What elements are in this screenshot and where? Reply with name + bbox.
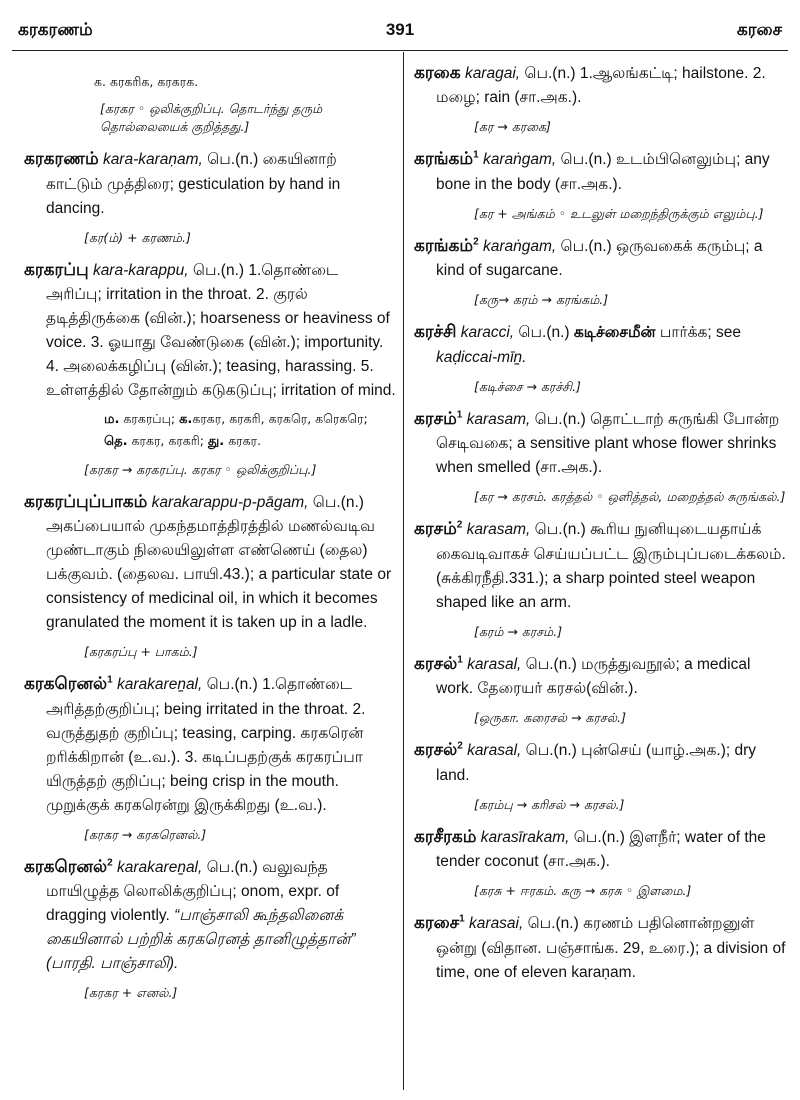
etymology: [கரகர → கரகரெனல்.] (84, 826, 207, 842)
transliteration: karakareṉal, (117, 858, 203, 876)
transliteration: karasal, (467, 742, 522, 760)
headword: கரசல்$^1$ (414, 653, 463, 673)
page-header (12, 18, 788, 48)
etymology: [கரகரப்பு + பாகம்.] (84, 644, 198, 660)
headword: கரகரணம் (24, 149, 99, 169)
transliteration: karasam, (466, 521, 531, 539)
etymology: [கர → கரகை] (474, 119, 551, 135)
definition: பெ.(n.) தொட்டாற் சுருங்கி போன்ற செடிவகை; a sensitive plant whose flower shrinks when smelled (சா.அக.). (436, 410, 780, 477)
transliteration: karasai, (469, 915, 524, 933)
dictionary-entry (414, 60, 790, 136)
dictionary-entry (414, 737, 790, 813)
transliteration: karaṅgam, (482, 237, 557, 255)
definition: பெ.(n.) புன்செய் (யாழ்.அக.); dry land. (436, 742, 757, 784)
language-abbr: து. (208, 433, 225, 449)
column-divider (403, 52, 404, 1090)
etymology: [கர → கரசம். கரத்தல் ◦ ஒளித்தல், மறைத்தல் சுருங்கல்.] (474, 489, 786, 505)
dictionary-entry (24, 257, 396, 479)
etymology: [கரகர ◦ ஒலிக்குறிப்பு. தொடர்ந்து தரும் தொல்லையைக் குறித்தது.] (100, 101, 323, 135)
header-left-guide-word: கரகரணம் (18, 20, 93, 40)
etymology: [கடிச்சை → கரச்சி.] (474, 378, 581, 394)
right-column (414, 60, 790, 989)
etymology: [ஒருகா. கரைசல் → கரசல்.] (474, 710, 627, 726)
header-rule (12, 50, 788, 51)
dictionary-entry (414, 233, 790, 309)
definition: பெ.(n.) 1.தொண்டை அரித்தற்குறிப்பு; being irritated in the throat. 2. வருத்துதற் குறிப்பு; teasing, carping. கரகரென் றரிக்கிறான் (உ.வ.). 3. கடிப்பதற்குக் கரகரப்பா யிருத்தற் குறிப்பு; being crisp in the mouth. முறுக்குக் கரகரென்று இருக்கிறது (உ.வ.). (46, 676, 366, 814)
transliteration: kara-karaṇam, (102, 151, 203, 169)
dictionary-entry (24, 671, 396, 844)
headword: கரசம்$^1$ (414, 408, 463, 428)
page-number: 391 (385, 20, 415, 39)
etymology: [கரசு + ஈரகம். கரு → கரசு ◦ இளமை.] (474, 883, 692, 899)
dictionary-entry: கரச்சி karacci, பெ.(n.) கடிச்சைமீன் பார்க்க; see kaḍiccai-mīṉ. [கடிச்சை → கரச்சி.] (414, 319, 790, 395)
dictionary-entry (414, 910, 790, 984)
cross-reference-transliteration: kaḍiccai-mīṉ. (436, 348, 527, 366)
headword: கரகரப்புப்பாகம் (24, 491, 148, 511)
etymology: [கரு→ கரம் → கரங்கம்.] (474, 292, 609, 308)
transliteration: karasīrakam, (480, 828, 570, 846)
definition: பெ.(n.) வலுவந்த மாயிழுத்த லொலிக்குறிப்பு; onom, expr. of dragging violently. (46, 858, 340, 925)
cognate-line: ம. கரகரப்பு; க.கரகர, கரகரி, கரகரெ, கரெகரெ; தெ. கரகர, கரகரி; து. கரகர. (104, 411, 368, 449)
cross-reference: கடிச்சைமீன் (573, 324, 656, 342)
etymology: [கரகர → கரகரப்பு. கரகர ◦ ஒலிக்குறிப்பு.] (84, 461, 317, 477)
definition: பெ.(n.) இளநீர்; water of the tender coconut (சா.அக.). (436, 828, 766, 871)
transliteration: karacci, (460, 324, 515, 342)
header-right-guide-word: கரசை (736, 20, 782, 40)
definition: பெ.(n.) ஒருவகைக் கரும்பு; a kind of sugarcane. (436, 237, 763, 280)
dictionary-entry (414, 146, 790, 222)
left-column (24, 60, 396, 1013)
headword: கரகரெனல்$^2$ (24, 856, 113, 876)
definition: பெ.(n.) அகப்பையால் முகந்தமாத்திரத்தில் மணல்வடிவ முண்டாகும் நிலையிலுள்ள எண்ணெய் (தைல) பக்குவம். (தைலவ. பாயி.43.); a particular state or consistency of medicinal oil, in which it becomes granulated the moment it is taken up in a ladle. (46, 493, 392, 632)
headword: கரகை (414, 63, 461, 82)
transliteration: karagai, (464, 65, 521, 82)
headword: கரசை$^1$ (414, 913, 465, 933)
dictionary-entry (414, 516, 790, 641)
etymology: [கர(ம்) + கரணம்.] (84, 229, 191, 245)
transliteration: karaṅgam, (482, 151, 557, 169)
headword: கரங்கம்$^2$ (414, 235, 479, 255)
definition: பெ.(n.) உடம்பினெலும்பு; any bone in the body (சா.அக.). (436, 151, 770, 193)
etymology: [கரம் → கரசம்.] (474, 623, 563, 639)
dictionary-entry (414, 824, 790, 900)
language-abbr: க. (179, 412, 193, 428)
etymology: [கரம்பு → கரிசல் → கரசல்.] (474, 796, 625, 812)
dictionary-entry (414, 651, 790, 727)
headword: கரங்கம்$^1$ (414, 149, 479, 169)
definition: பெ.(n.) கையினாற் காட்டும் முத்திரை; gesticulation by hand in dancing. (46, 151, 341, 217)
dictionary-entry (24, 489, 396, 662)
dictionary-entry (414, 406, 790, 507)
dictionary-entry (24, 854, 396, 1003)
transliteration: karasam, (466, 410, 531, 428)
definition: பெ.(n.) கூரிய நுனியுடையதாய்க் கைவடிவாகச் செய்யப்பட்ட இரும்புப்படைக்கலம். (சுக்கிரநீதி.331.); a sharp pointed steel weapon shaped like an arm. (436, 521, 786, 611)
definition: பெ.(n.) 1.ஆலங்கட்டி; hailstone. 2. மழை; rain (சா.அக.). (436, 65, 766, 107)
headword: கரசல்$^2$ (414, 740, 463, 760)
headword: கரகரப்பு (24, 259, 89, 279)
cognate-line: க. கரகரிக, கரகரக. (94, 74, 199, 89)
definition: பெ.(n.) மருத்துவநூல்; a medical work. தேரையர் கரசல்(வின்.). (436, 655, 751, 698)
quotation: “பாஞ்சாலி கூந்தலினைக் கையினால் பற்றிக் கரகரெனத் தானிழுத்தான்” (பாரதி. பாஞ்சாலி). (46, 907, 356, 973)
definition: பெ.(n.) கரணம் பதினொன்றனுள் ஒன்று (விதான. பஞ்சாங்க. 29, உரை.); a division of time, one of eleven karaṇam. (436, 915, 786, 981)
etymology: [கர + அங்கம் ◦ உடலுள் மறைந்திருக்கும் எலும்பு.] (474, 205, 764, 221)
language-abbr: ம. (104, 412, 120, 428)
headword: கரகரெனல்$^1$ (24, 674, 113, 694)
transliteration: karasal, (467, 655, 522, 673)
transliteration: karakareṉal, (117, 676, 203, 694)
headword: கரச்சி (414, 322, 457, 342)
language-abbr: தெ. (104, 433, 128, 449)
transliteration: kara-karappu, (92, 261, 189, 279)
headword: கரசீரகம் (414, 826, 477, 846)
etymology: [கரகர + எனல்.] (84, 985, 178, 1001)
dictionary-entry (24, 146, 396, 247)
transliteration: karakarappu-p-pāgam, (151, 493, 309, 511)
headword: கரசம்$^2$ (414, 519, 463, 539)
definition: பெ.(n.) 1.தொண்டை அரிப்பு; irritation in the throat. 2. குரல் தடித்திருக்கை (வின்.); hoarseness or heaviness of voice. 3. ஓயாது வேண்டுகை (வின்.); importunity. 4. அலைக்கழிப்பு (வின்.); teasing, harassing. 5. உள்ளத்தில் தோன்றும் கடுகடுப்பு; irritation of mind. (46, 261, 396, 400)
